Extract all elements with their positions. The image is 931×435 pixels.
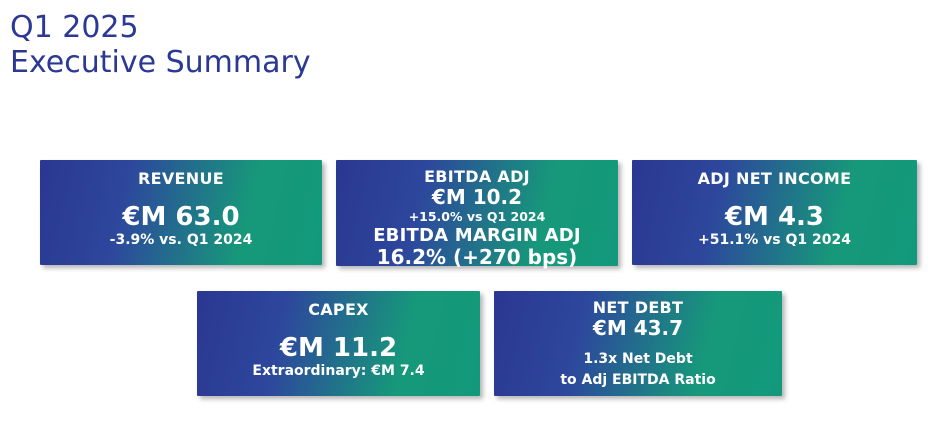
- ebitda-margin-value: 16.2% (+270 bps): [376, 245, 578, 269]
- capex-value: €M 11.2: [279, 333, 398, 363]
- net-income-card-title: ADJ NET INCOME: [697, 169, 852, 188]
- kpi-card-net-income: [632, 160, 917, 265]
- revenue-subtitle: -3.9% vs. Q1 2024: [109, 232, 253, 248]
- page-title-line2: Executive Summary: [10, 45, 311, 80]
- net-debt-card-title: NET DEBT: [592, 298, 684, 317]
- ebitda-value: €M 10.2: [431, 185, 523, 209]
- net-income-subtitle: +51.1% vs Q1 2024: [698, 232, 851, 248]
- kpi-card-revenue: [40, 160, 322, 265]
- kpi-card-ebitda: [336, 160, 618, 269]
- page-title: [10, 10, 311, 80]
- capex-card-title: CAPEX: [308, 300, 369, 319]
- ebitda-subtitle: +15.0% vs Q1 2024: [408, 209, 546, 224]
- ebitda-margin-title: EBITDA MARGIN ADJ: [373, 225, 581, 246]
- net-debt-value: €M 43.7: [592, 316, 684, 340]
- net-income-value: €M 4.3: [724, 202, 825, 232]
- kpi-card-net-debt: [494, 291, 782, 396]
- ebitda-card-title: EBITDA ADJ: [424, 167, 530, 186]
- revenue-value: €M 63.0: [122, 202, 240, 232]
- revenue-card-title: REVENUE: [138, 169, 224, 188]
- page-title-line1: Q1 2025: [10, 10, 139, 45]
- capex-subtitle: Extraordinary: €M 7.4: [252, 363, 425, 379]
- kpi-card-capex: [197, 291, 480, 396]
- net-debt-ratio-line1: 1.3x Net Debt: [583, 351, 693, 367]
- net-debt-ratio-line2: to Adj EBITDA Ratio: [560, 372, 716, 388]
